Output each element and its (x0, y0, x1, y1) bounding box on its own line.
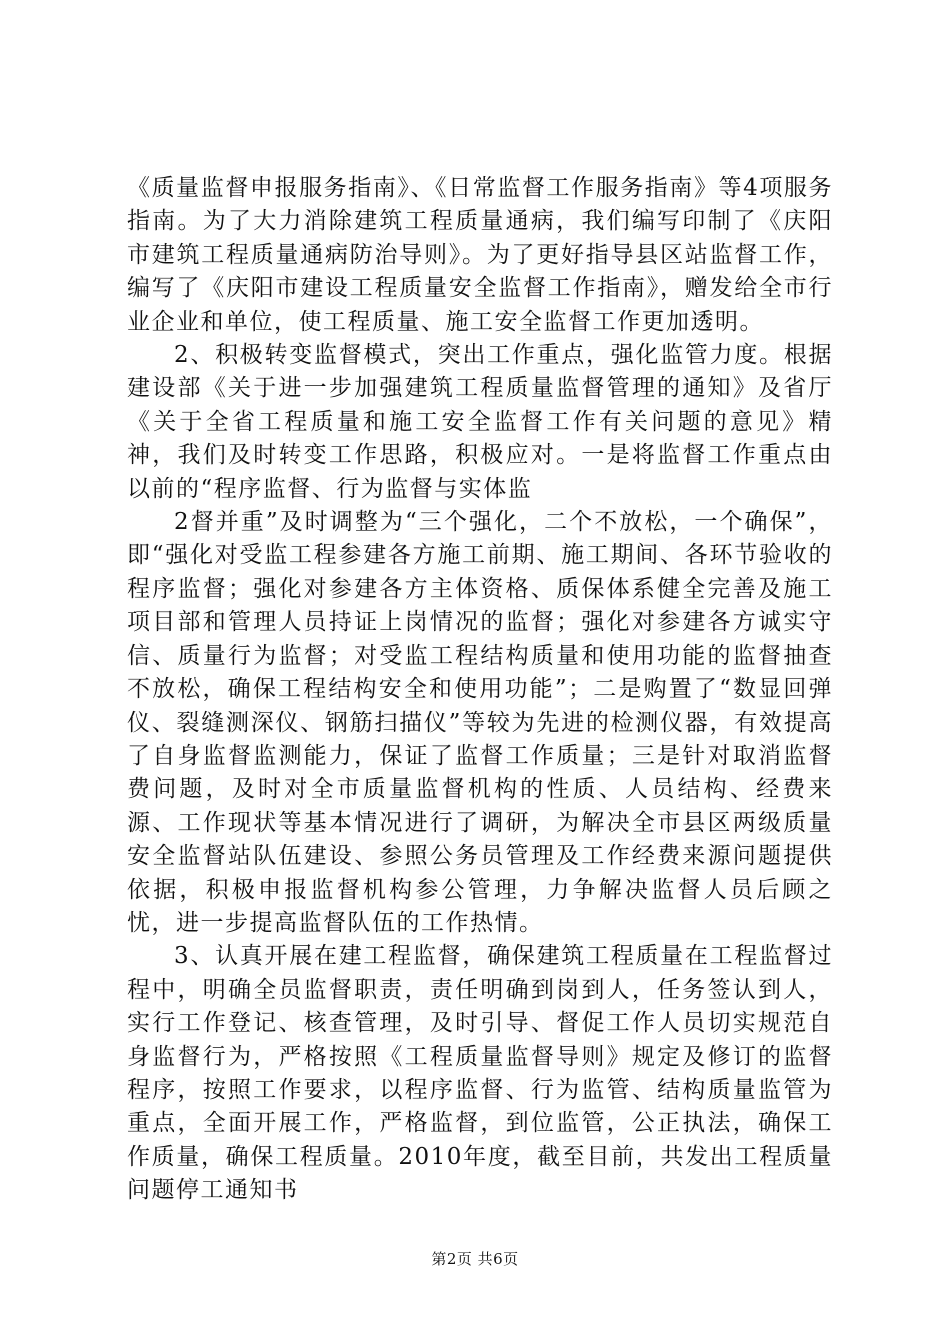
paragraph-project-supervision: 3、认真开展在建工程监督，确保建筑工程质量在工程监督过程中，明确全员监督职责，责任明确到岗到人，任务签认到人，实行工作登记、核查管理，及时引导、督促工作人员切实规范自身监督行为，严格按照《工程质量监督导则》规定及修订的监督程序，按照工作要求，以程序监督、行为监管、结构质量监管为重点，全面开展工作，严格监督，到位监管，公正执法，确保工作质量，确保工程质量。2010年度，截至目前，共发出工程质量问题停工通知书 (127, 943, 833, 1204)
document-body (127, 172, 833, 1208)
paragraph-supervision-mode: 2、积极转变监督模式，突出工作重点，强化监管力度。根据建设部《关于进一步加强建筑工程质量监督管理的通知》及省厅《关于全省工程质量和施工安全监督工作有关问题的意见》精神，我们及时转变工作思路，积极应对。一是将监督工作重点由以前的“程序监督、行为监督与实体监 (127, 342, 833, 502)
page-number-footer: 第2页 共6页 (431, 1250, 519, 1268)
paragraph-service-guides: 《质量监督申报服务指南》、《日常监督工作服务指南》等4项服务指南。为了大力消除建筑工程质量通病，我们编写印制了《庆阳市建筑工程质量通病防治导则》。为了更好指导县区站监督工作，编写了《庆阳市建设工程质量安全监督工作指南》，赠发给全市行业企业和单位，使工程质量、施工安全监督工作更加透明。 (127, 175, 833, 335)
paragraph-supervision-priorities: 2督并重”及时调整为“三个强化，二个不放松，一个确保”，即“强化对受监工程参建各方施工前期、施工期间、各环节验收的程序监督；强化对参建各方主体资格、质保体系健全完善及施工项目部和管理人员持证上岗情况的监督；强化对参建各方诚实守信、质量行为监督；对受监工程结构质量和使用功能的监督抽查不放松，确保工程结构安全和使用功能”；二是购置了“数显回弹仪、裂缝测深仪、钢筋扫描仪”等较为先进的检测仪器，有效提高了自身监督监测能力，保证了监督工作质量；三是针对取消监督费问题，及时对全市质量监督机构的性质、人员结构、经费来源、工作现状等基本情况进行了调研，为解决全市县区两级质量安全监督站队伍建设、参照公务员管理及工作经费来源问题提供依据，积极申报监督机构参公管理，力争解决监督人员后顾之忧，进一步提高监督队伍的工作热情。 (127, 509, 833, 936)
